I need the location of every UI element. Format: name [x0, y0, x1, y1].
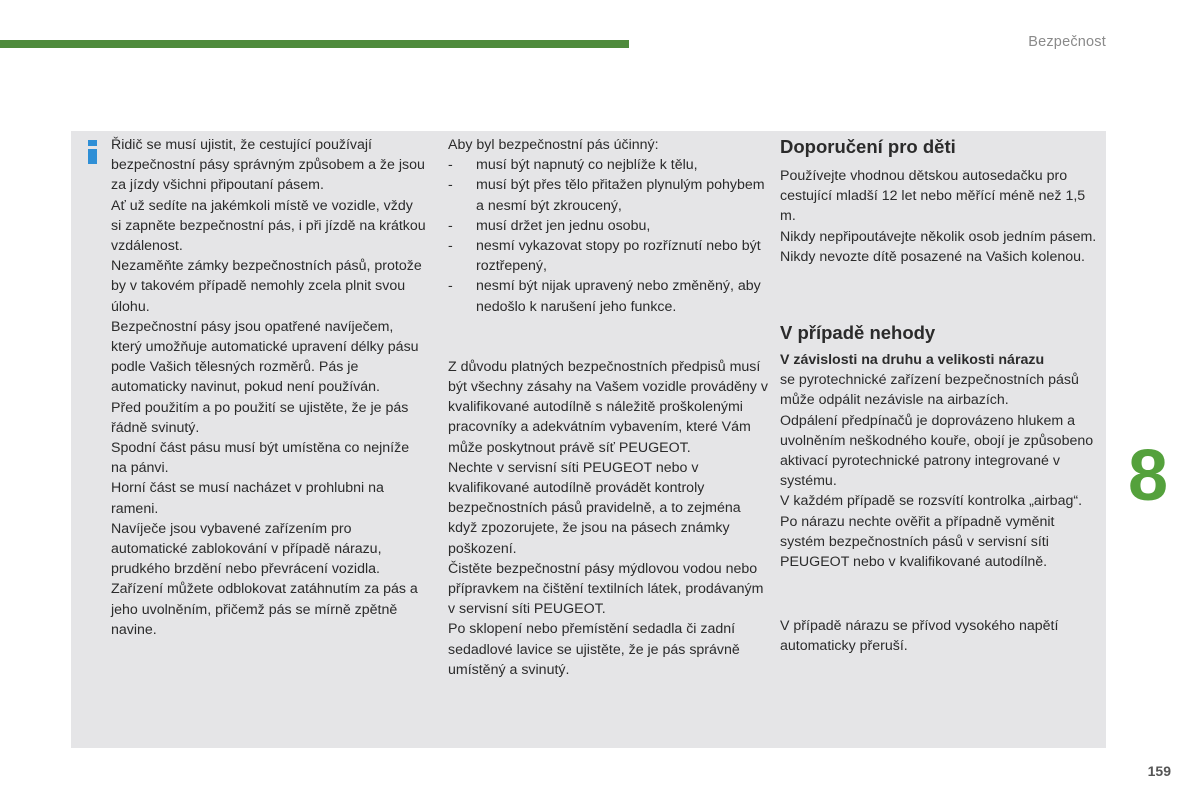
paragraph: Odpálení předpínačů je doprovázeno hlukem a uvolněním neškodného kouře, obojí je způsobeno aktivací pyrotechnické patrony integrované v systému. [780, 412, 1094, 490]
dash-marker: - [448, 238, 453, 255]
paragraph: Nechte v servisní síti PEUGEOT nebo v kvalifikované autodílně provádět kontroly bezpečnostních pásů pravidelně, a to zejména když zpozorujete, že jsou na pásech známky poškození. [448, 459, 741, 557]
paragraph: Nezaměňte zámky bezpečnostních pásů, protože by v takovém případě nemohly zcela plnit svou úlohu. [111, 258, 422, 315]
dash-marker: - [448, 157, 453, 174]
list-item-text: musí držet jen jednu osobu, [476, 217, 651, 234]
dash-marker: - [448, 177, 453, 194]
final-note: V případě nárazu se přívod vysokého napětí automaticky přeruší. [780, 618, 1059, 655]
list-item [448, 175, 768, 215]
list-item [448, 276, 768, 316]
paragraph: Z důvodu platných bezpečnostních předpisů musí být všechny zásahy na Vašem vozidle prováděny v kvalifikované autodílně s náležitě proškolenými pracovníky a adekvátním vybavením, které Vám může poskytnout právě síť PEUGEOT. [448, 358, 768, 456]
paragraph: Horní část se musí nacházet v prohlubni na rameni. [111, 480, 384, 517]
paragraph: Po sklopení nebo přemístění sedadla či zadní sedadlové lavice se ujistěte, že je pás správně umístěný a svinutý. [448, 621, 740, 678]
paragraph: Bezpečnostní pásy jsou opatřené navíječem, který umožňuje automatické upravení délky pásu podle Vašich tělesných rozměrů. Pás je automaticky navinut, pokud není používán. [111, 318, 419, 396]
paragraph: se pyrotechnické zařízení bezpečnostních pásů může odpálit nezávisle na airbazích. [780, 372, 1079, 409]
list-item [448, 216, 768, 236]
paragraph: Čistěte bezpečnostní pásy mýdlovou vodou nebo přípravkem na čištění textilních látek, prodávaným v servisní síti PEUGEOT. [448, 560, 764, 618]
paragraph: Nikdy nepřipoutávejte několik osob jedním pásem. [780, 228, 1097, 245]
paragraph: Spodní část pásu musí být umístěna co nejníže na pánvi. [111, 440, 410, 477]
paragraph: Řidič se musí ujistit, že cestující používají bezpečnostní pásy správným způsobem a že jsou za jízdy všichni připoutaní pásem. [111, 137, 425, 194]
list-item [448, 155, 768, 175]
chapter-number: 8 [1128, 436, 1169, 516]
paragraph: Nikdy nevozte dítě posazené na Vašich kolenou. [780, 248, 1085, 265]
list-item [448, 236, 768, 276]
info-icon [87, 140, 98, 164]
list-item-text: musí být napnutý co nejblíže k tělu, [476, 157, 698, 174]
heading-children: Doporučení pro děti [780, 136, 956, 157]
dash-marker: - [448, 217, 453, 234]
list-intro: Aby byl bezpečnostní pás účinný: [448, 137, 659, 153]
paragraph: Po nárazu nechte ověřit a případně vyměnit systém bezpečnostních pásů v servisní síti PEUGEOT nebo v kvalifikované autodílně. [780, 513, 1055, 571]
heading-accident: V případě nehody [780, 322, 936, 344]
requirements-list [448, 155, 768, 317]
paragraph: Navíječe jsou vybavené zařízením pro automatické zablokování v případě nárazu, prudkého brzdění nebo převrácení vozidla. [111, 520, 382, 578]
list-item-text: nesmí vykazovat stopy po rozříznutí nebo být roztřepený, [476, 238, 761, 275]
list-item-text: musí být přes tělo přitažen plynulým pohybem a nesmí být zkroucený, [476, 177, 765, 214]
right-column [780, 135, 1100, 657]
paragraph: Před použitím a po použití se ujistěte, že je pás řádně svinutý. [111, 399, 409, 436]
page-number: 159 [1147, 763, 1171, 779]
paragraph: Zařízení můžete odblokovat zatáhnutím za pás a jeho uvolněním, přičemž pás se mírně zpětně navine. [111, 581, 418, 638]
paragraph: Používejte vhodnou dětskou autosedačku pro cestující mladší 12 let nebo měřící méně než 1,5 m. [780, 168, 1086, 225]
dash-marker: - [448, 278, 453, 295]
list-item-text: nesmí být nijak upravený nebo změněný, aby nedošlo k narušení jeho funkce. [476, 278, 761, 315]
left-column [111, 135, 426, 640]
paragraph: V každém případě se rozsvítí kontrolka „airbag“. [780, 493, 1083, 510]
header-accent-bar [0, 40, 629, 48]
paragraph: Ať už sedíte na jakémkoli místě ve vozidle, vždy si zapněte bezpečnostní pás, i při jízdě na krátkou vzdálenost. [111, 197, 426, 255]
section-title: Bezpečnost [1028, 34, 1106, 50]
bold-lead-line: V závislosti na druhu a velikosti nárazu [780, 352, 1045, 369]
middle-column [448, 135, 768, 680]
